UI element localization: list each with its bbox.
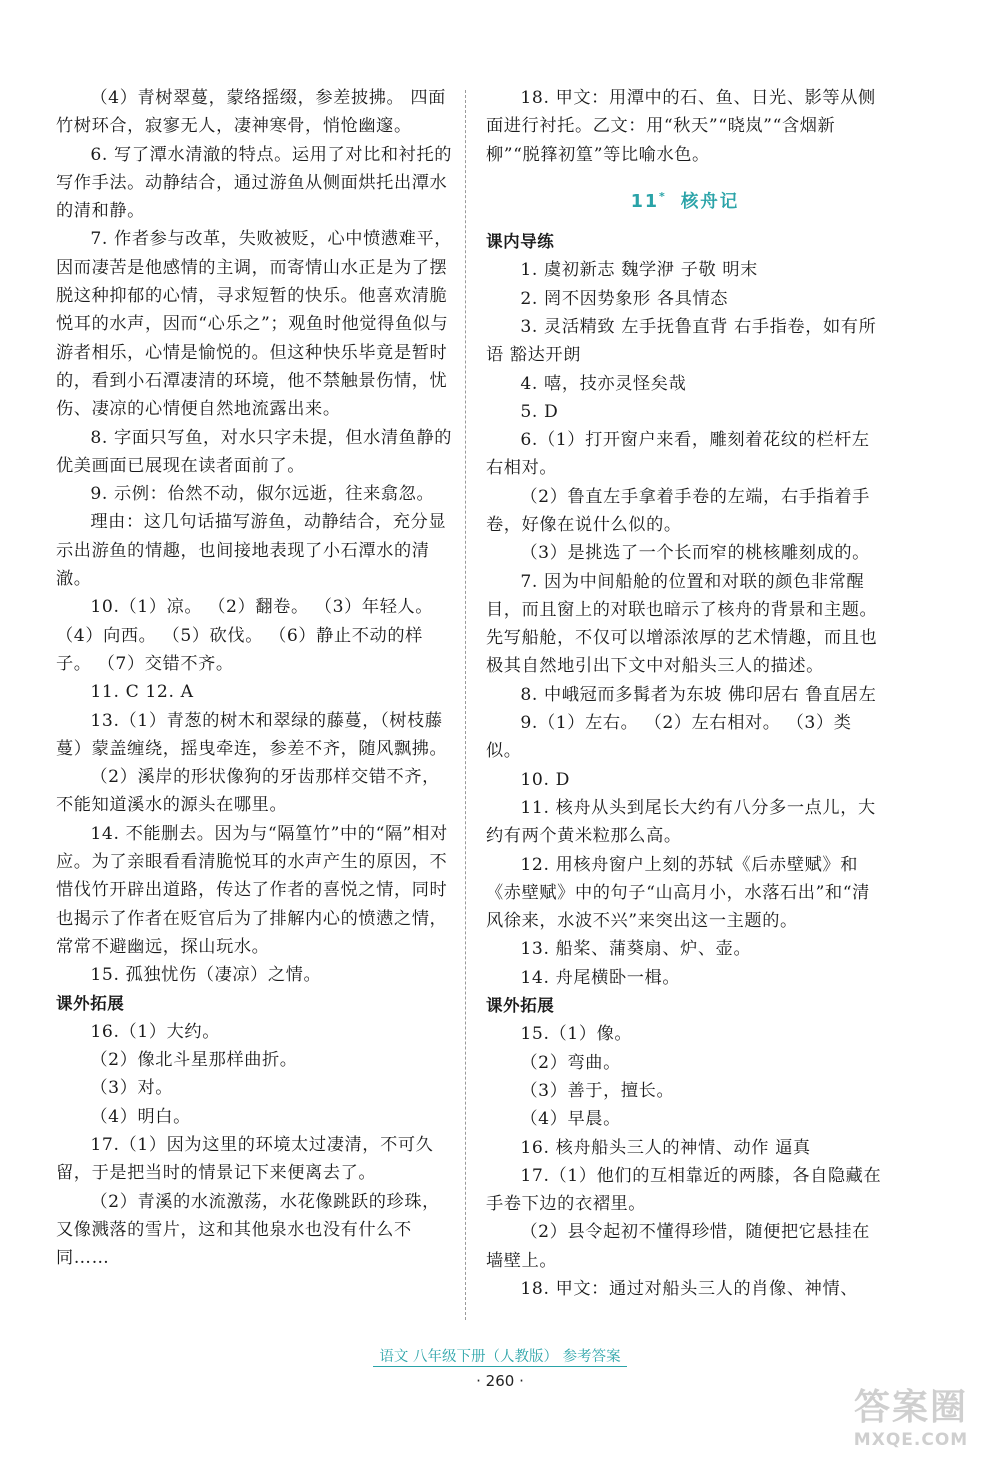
answer-paragraph: （3）是挑选了一个长而窄的桃核雕刻成的。 [520,543,870,564]
answer-paragraph: 7. 因为中间船舱的位置和对联的颜色非常醒目，而且窗上的对联也暗示了核舟的背景和主题。先写船舱，不仅可以增添浓厚的艺术情趣，而且也极其自然地引出下文中对船头三人的描述。 [486,571,878,677]
answer-paragraph: （2）溪岸的形状像狗的牙齿那样交错不齐，不能知道溪水的源头在哪里。 [56,767,440,816]
right-column-top [486,84,884,169]
answer-paragraph: 16.（1）大约。 [90,1021,220,1042]
answer-paragraph: （2）青溪的水流激荡，水花像跳跃的珍珠，又像溅落的雪片，这和其他泉水也没有什么不同…… [56,1191,440,1269]
answer-paragraph: 4. 嘻，技亦灵怪矣哉 [520,373,687,394]
section-heading: 课内导练 [486,232,555,252]
answer-paragraph: 5. D [520,401,559,422]
footer [0,1345,1000,1366]
right-column-body [486,228,884,1303]
footer-text: 语文 八年级下册（人教版） 参考答案 [373,1349,626,1367]
answer-paragraph: 6. 写了潭水清澈的特点。运用了对比和衬托的写作手法。动静结合，通过游鱼从侧面烘托出潭水的清和静。 [56,144,453,222]
answer-paragraph: 9. 示例：佁然不动，俶尔远逝，往来翕忽。 [90,484,435,505]
answer-paragraph: 10.（1）凉。 （2）翻卷。 （3）年轻人。 （4）向西。 （5）砍伐。 （6）静止不动的样子。 （7）交错不齐。 [56,597,434,674]
answer-paragraph: 13.（1）青葱的树木和翠绿的藤蔓，（树枝藤蔓）蒙盖缠绕，摇曳牵连，参差不齐，随风飘拂。 [56,710,448,759]
answer-paragraph: 11. C 12. A [90,682,194,703]
answer-paragraph: 6.（1）打开窗户来看，雕刻着花纹的栏杆左右相对。 [486,430,870,479]
answer-paragraph: 18. 甲文：用潭中的石、鱼、日光、影等从侧面进行衬托。乙文：用“秋天”“晓岚”“含烟新柳”“脱箨初篁”等比喻水色。 [486,88,876,165]
answer-paragraph: （3）善于，擅长。 [520,1080,675,1101]
answer-paragraph: 17.（1）他们的互相靠近的两膝，各自隐藏在手卷下边的衣褶里。 [486,1165,882,1215]
answer-paragraph: （4）青树翠蔓，蒙络摇缀，参差披拂。 四面竹树环合，寂寥无人，凄神寒骨，悄怆幽邃。 [56,88,446,137]
section-heading: 课外拓展 [56,993,125,1013]
answer-paragraph: （3）对。 [90,1078,174,1099]
answer-paragraph: 8. 字面只写鱼，对水只字未提，但水清鱼静的优美画面已展现在读者面前了。 [56,427,453,476]
answer-paragraph: （2）像北斗星那样曲折。 [90,1050,298,1071]
answer-paragraph: 10. D [520,769,570,790]
answer-paragraph: 15. 孤独忧伤（凄凉）之情。 [90,965,322,986]
answer-paragraph: 1. 虞初新志 魏学洢 子敬 明末 [520,260,758,281]
answer-paragraph: 理由：这几句话描写游鱼，动静结合，充分显示出游鱼的情趣，也间接地表现了小石潭水的清澈。 [56,512,447,590]
watermark-big: 答案圈 [853,1387,968,1428]
column-divider [465,90,466,1320]
answer-paragraph: （2）县令起初不懂得珍惜，随便把它悬挂在墙壁上。 [486,1222,870,1271]
left-column [56,84,454,1272]
answer-paragraph: 17.（1）因为这里的环境太过凄清，不可久留，于是把当时的情景记下来便离去了。 [56,1134,434,1184]
section-number: 11 [630,191,660,212]
section-mark: * [659,189,667,203]
page-number: · 260 · [476,1372,524,1390]
answer-paragraph: 14. 舟尾横卧一楫。 [520,967,681,988]
answer-paragraph: （4）明白。 [90,1106,191,1127]
answer-paragraph: 15.（1）像。 [520,1024,633,1045]
right-column [486,84,884,1303]
section-title [486,183,884,216]
answer-paragraph: （2）弯曲。 [520,1052,621,1073]
answer-paragraph: 12. 用核舟窗户上刻的苏轼《后赤壁赋》和《赤壁赋》中的句子“山高月小，水落石出”和“清风徐来，水波不兴”来突出这一主题的。 [486,854,870,932]
section-title-text: 核舟记 [680,191,740,212]
answer-paragraph: 8. 中峨冠而多髯者为东坡 佛印居右 鲁直居左 [520,684,877,705]
answer-paragraph: （4）早晨。 [520,1109,621,1130]
answer-paragraph: 13. 船桨、蒲葵扇、炉、壶。 [520,939,752,960]
answer-paragraph: 2. 罔不因势象形 各具情态 [520,288,728,309]
answer-paragraph: 11. 核舟从头到尾长大约有八分多一点儿，大约有两个黄米粒那么高。 [486,797,876,847]
answer-paragraph: 7. 作者参与改革，失败被贬，心中愤懑难平，因而凄苦是他感情的主调，而寄情山水正是为了摆脱这种抑郁的心情，寻求短暂的快乐。他喜欢清脆悦耳的水声，因而“心乐之”；观鱼时他觉得鱼似与游者相乐，心情是愉悦的。但这种快乐毕竟是暂时的，看到小石潭凄清的环境，他不禁触景伤情，忧伤、凄凉的心情便自然地流露出来。 [56,229,453,420]
section-heading: 课外拓展 [486,996,555,1016]
watermark-logo [836,1386,986,1456]
answer-paragraph: 18. 甲文：通过对船头三人的肖像、神情、 [520,1279,858,1299]
watermark-small: MXQE.COM [853,1430,969,1450]
answer-paragraph: 3. 灵活精致 左手抚鲁直背 右手指卷，如有所语 豁达开朗 [486,316,877,366]
answer-paragraph: （2）鲁直左手拿着手卷的左端，右手指着手卷，好像在说什么似的。 [486,486,870,535]
answer-paragraph: 14. 不能删去。因为与“隔篁竹”中的“隔”相对应。为了亲眼看看清脆悦耳的水声产生的原因，不惜伐竹开辟出道路，传达了作者的喜悦之情，同时也揭示了作者在贬官后为了排解内心的愤懑之情，常常不避幽远，探山玩水。 [56,823,448,957]
answer-paragraph: 9.（1）左右。 （2）左右相对。 （3）类似。 [486,713,852,762]
answer-paragraph: 16. 核舟船头三人的神情、动作 逼真 [520,1137,811,1158]
